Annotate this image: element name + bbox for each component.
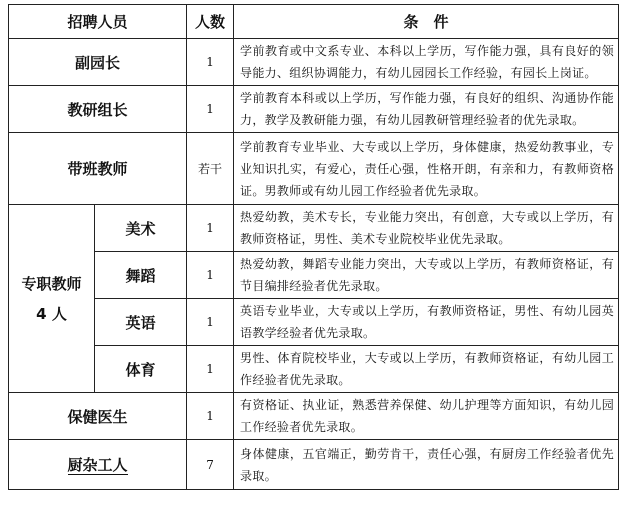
subject-cell: 舞蹈 <box>95 252 187 299</box>
table-row <box>9 299 619 346</box>
header-role: 招聘人员 <box>9 5 187 39</box>
count-cell: 若干 <box>187 133 234 205</box>
table-row <box>9 86 619 133</box>
subject-cell: 美术 <box>95 205 187 252</box>
recruitment-table <box>8 4 619 490</box>
specialist-headcount: 4 人 <box>36 304 67 323</box>
table-row <box>9 346 619 393</box>
header-count: 人数 <box>187 5 234 39</box>
count-cell: 1 <box>187 39 234 86</box>
table-row <box>9 205 619 252</box>
table-row <box>9 133 619 205</box>
table-row <box>9 39 619 86</box>
subject-cell: 体育 <box>95 346 187 393</box>
conditions-cell: 学前教育或中文系专业、本科以上学历，写作能力强，具有良好的领导能力、组织协调能力，有幼儿园园长工作经验，有园长上岗证。 <box>234 39 619 86</box>
conditions-cell: 学前教育本科或以上学历，写作能力强，有良好的组织、沟通协作能力，教学及教研能力强，有幼儿园教研管理经验者的优先录取。 <box>234 86 619 133</box>
role-cell: 带班教师 <box>9 133 187 205</box>
header-conditions: 条 件 <box>234 5 619 39</box>
conditions-cell: 英语专业毕业，大专或以上学历，有教师资格证，男性、有幼儿园英语教学经验者优先录取。 <box>234 299 619 346</box>
conditions-cell: 男性、体育院校毕业，大专或以上学历，有教师资格证，有幼儿园工作经验者优先录取。 <box>234 346 619 393</box>
role-cell: 教研组长 <box>9 86 187 133</box>
conditions-cell: 学前教育专业毕业、大专或以上学历，身体健康，热爱幼教事业，专业知识扎实，有爱心，责任心强，性格开朗，有亲和力，有教师资格证。男教师或有幼儿园工作经验者优先录取。 <box>234 133 619 205</box>
table-row <box>9 440 619 490</box>
count-cell: 7 <box>187 440 234 490</box>
count-cell: 1 <box>187 205 234 252</box>
role-cell: 保健医生 <box>9 393 187 440</box>
header-row <box>9 5 619 39</box>
count-cell: 1 <box>187 86 234 133</box>
count-cell: 1 <box>187 346 234 393</box>
count-cell: 1 <box>187 252 234 299</box>
table-row <box>9 393 619 440</box>
count-cell: 1 <box>187 299 234 346</box>
table-row <box>9 252 619 299</box>
specialist-teacher-cell <box>9 205 95 393</box>
role-label: 厨杂工人 <box>67 456 128 474</box>
conditions-cell: 有资格证、执业证，熟悉营养保健、幼儿护理等方面知识，有幼儿园工作经验者优先录取。 <box>234 393 619 440</box>
conditions-cell: 热爱幼教，舞蹈专业能力突出，大专或以上学历，有教师资格证，有节目编排经验者优先录取。 <box>234 252 619 299</box>
role-cell <box>9 440 187 490</box>
conditions-cell: 身体健康，五官端正，勤劳肯干，责任心强，有厨房工作经验者优先录取。 <box>234 440 619 490</box>
count-cell: 1 <box>187 393 234 440</box>
specialist-title: 专职教师 <box>21 274 82 293</box>
subject-cell: 英语 <box>95 299 187 346</box>
role-cell: 副园长 <box>9 39 187 86</box>
conditions-cell: 热爱幼教，美术专长，专业能力突出，有创意，大专或以上学历，有教师资格证，男性、美术专业院校毕业优先录取。 <box>234 205 619 252</box>
